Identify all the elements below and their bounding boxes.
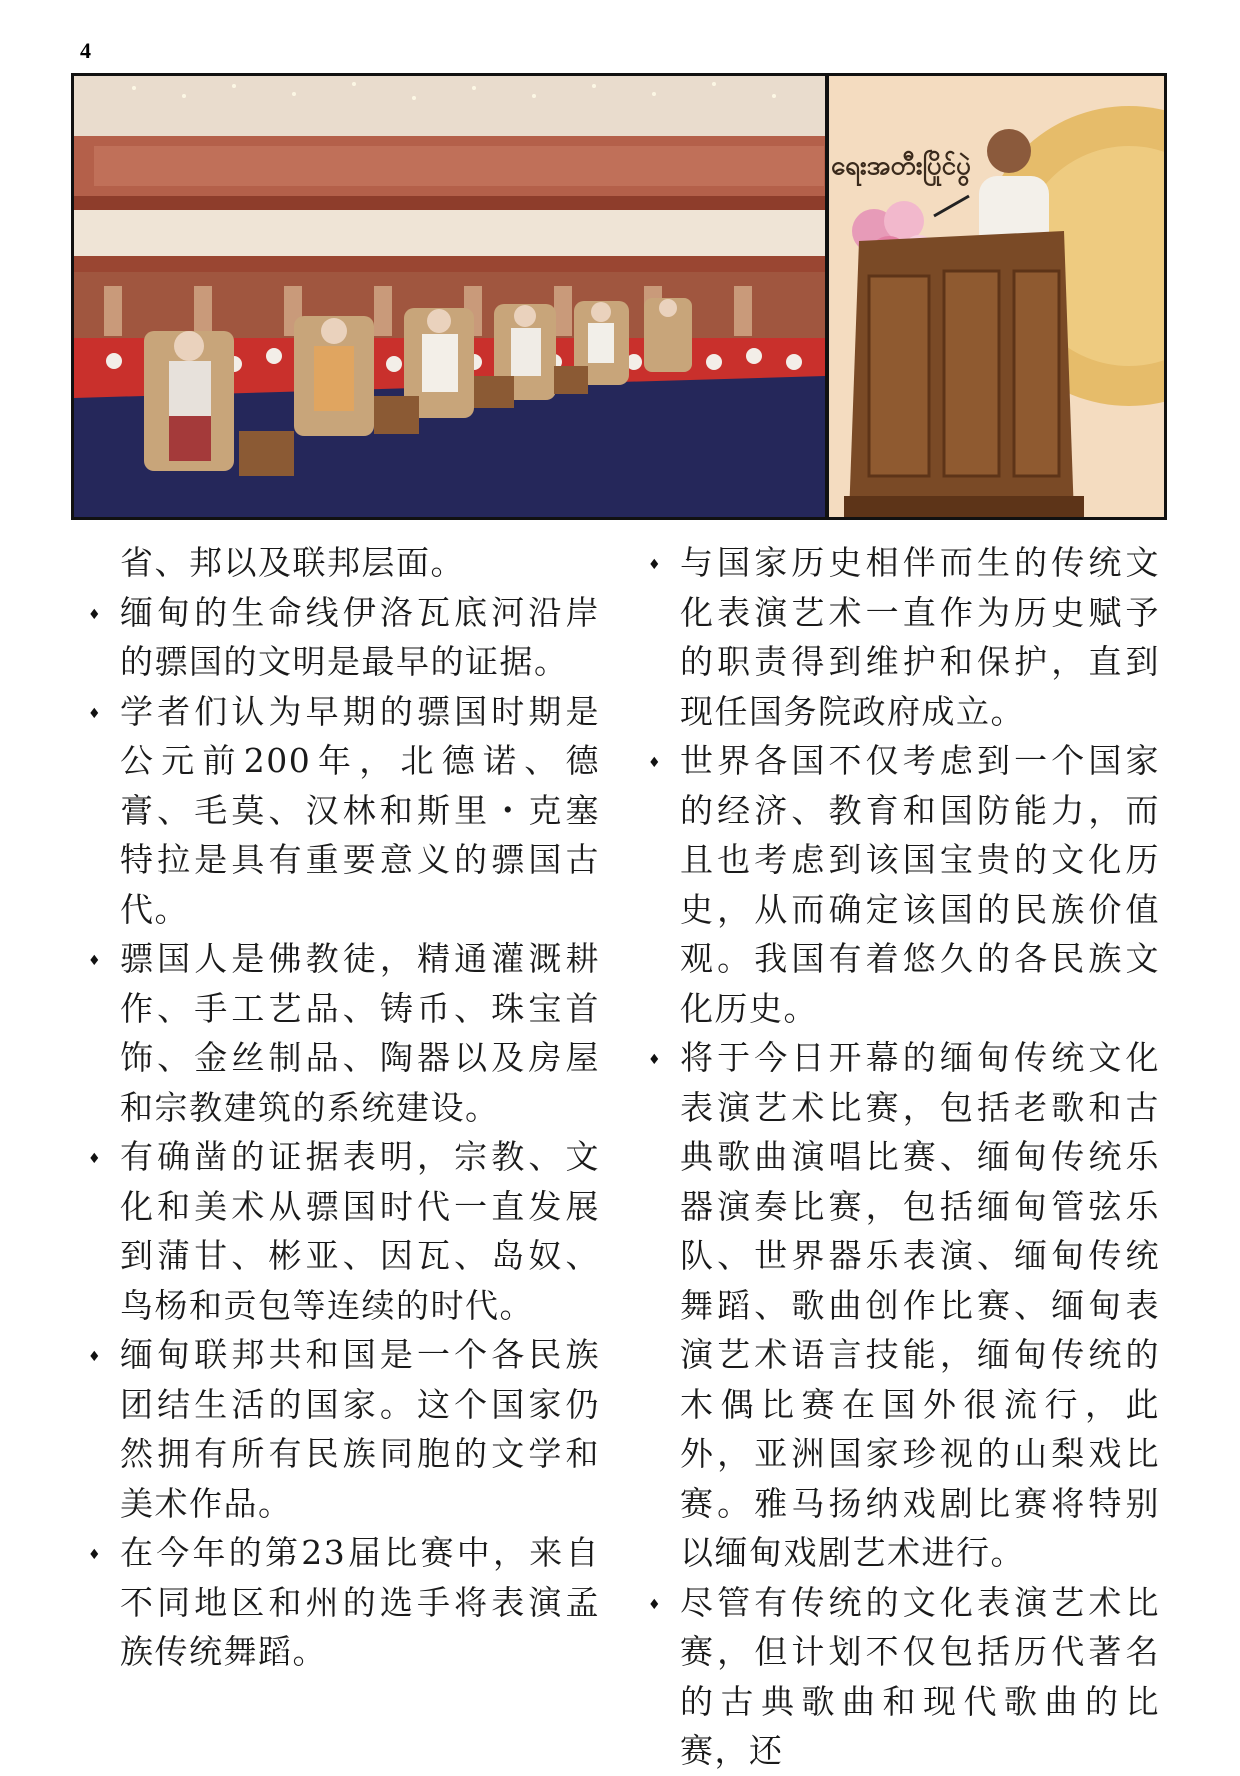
continuation-text: 省、邦以及联邦层面。	[120, 543, 465, 582]
list-item-text: 有确凿的证据表明，宗教、文化和美术从骠国时代一直发展到蒲甘、彬亚、因瓦、岛奴、鸟杨和贡包等连续的时代。	[120, 1137, 600, 1325]
bullet-icon: ♦	[87, 1151, 103, 1167]
list-item-text: 骠国人是佛教徒，精通灌溉耕作、手工艺品、铸币、珠宝首饰、金丝制品、陶器以及房屋和宗教建筑的系统建设。	[120, 939, 600, 1127]
list-item-text: 在今年的第23届比赛中，来自不同地区和州的选手将表演孟族传统舞蹈。	[120, 1533, 600, 1671]
list-item	[640, 736, 1160, 1033]
list-item-text: 将于今日开幕的缅甸传统文化表演艺术比赛，包括老歌和古典歌曲演唱比赛、缅甸传统乐器演奏比赛，包括缅甸管弦乐队、世界器乐表演、缅甸传统舞蹈、歌曲创作比赛、缅甸表演艺术语言技能，缅甸传统的木偶比赛在国外很流行，此外，亚洲国家珍视的山梨戏比赛。雅马扬纳戏剧比赛将特别以缅甸戏剧艺术进行。	[680, 1038, 1160, 1572]
list-item	[640, 1033, 1160, 1578]
list-item-text: 尽管有传统的文化表演艺术比赛，但计划不仅包括历代著名的古典歌曲和现代歌曲的比赛，还	[680, 1582, 1160, 1770]
bullet-icon: ♦	[647, 755, 663, 771]
list-item-text: 学者们认为早期的骠国时期是公元前200年，北德诺、德膏、毛莫、汉林和斯里・克塞特拉是具有重要意义的骠国古代。	[120, 691, 600, 929]
right-column	[640, 538, 1160, 1776]
bullet-icon: ♦	[87, 705, 103, 722]
banner-text: ရေးအတီးပြိုင်ပွဲ	[831, 151, 971, 181]
article-body	[80, 538, 1180, 1770]
page-number: 4	[80, 38, 91, 63]
bullet-icon: ♦	[87, 953, 103, 969]
list-item	[80, 687, 600, 935]
left-column	[80, 538, 600, 1677]
list-item	[80, 1528, 600, 1677]
photo-strip	[71, 73, 1167, 520]
audience-illustration	[74, 76, 825, 517]
list-item	[640, 538, 1160, 736]
speaker-illustration	[829, 76, 1164, 517]
list-item	[80, 588, 600, 687]
list-item	[80, 934, 600, 1132]
bullet-icon: ♦	[87, 606, 103, 623]
speaker-photo	[829, 76, 1164, 517]
bullet-icon: ♦	[647, 1596, 663, 1613]
bullet-icon: ♦	[87, 1547, 103, 1563]
bullet-icon: ♦	[647, 1052, 663, 1068]
list-item	[80, 1132, 600, 1330]
list-item-text: 缅甸的生命线伊洛瓦底河沿岸的骠国的文明是最早的证据。	[120, 592, 600, 681]
list-item-text: 与国家历史相伴而生的传统文化表演艺术一直作为历史赋予的职责得到维护和保护，直到现任国务院政府成立。	[680, 543, 1160, 731]
list-item-text: 世界各国不仅考虑到一个国家的经济、教育和国防能力，而且也考虑到该国宝贵的文化历史，从而确定该国的民族价值观。我国有着悠久的各民族文化历史。	[680, 741, 1160, 1028]
bullet-icon: ♦	[647, 557, 663, 573]
bullet-icon: ♦	[87, 1349, 103, 1365]
list-item	[640, 1578, 1160, 1776]
audience-photo	[74, 76, 825, 517]
list-item	[80, 1330, 600, 1528]
list-item-text: 缅甸联邦共和国是一个各民族团结生活的国家。这个国家仍然拥有所有民族同胞的文学和美术作品。	[120, 1335, 600, 1523]
